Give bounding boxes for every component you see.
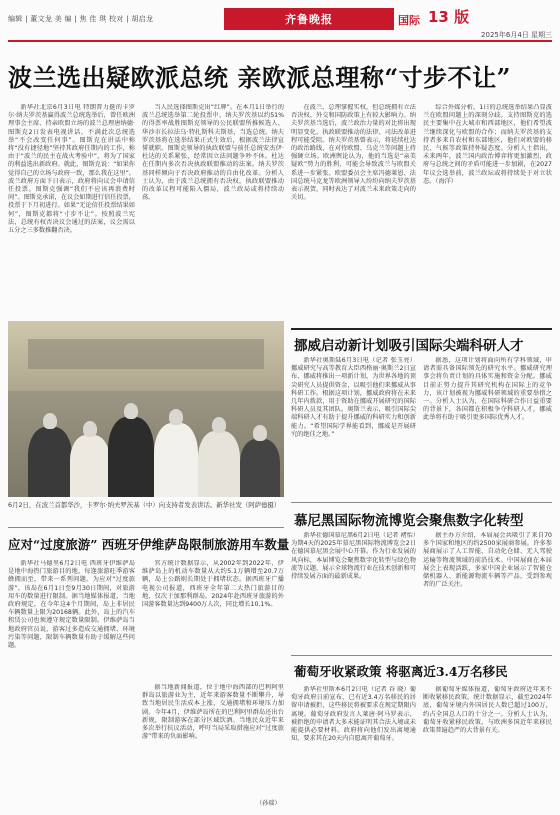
lead-column-4 (423, 104, 552, 322)
article-d-text-2: 据葡萄牙媒体报道，葡萄牙政府近年来不断收紧移民政策。统计数据显示，截至2024年底，葡萄牙境内外国居民人数已超过100万，约占全国总人口的十分之一。分析人士认为，葡萄牙收紧移民政策，与欧洲多国近年来移民政策普遍趋严的大背景有关。 (423, 686, 552, 735)
photo-caption: 6月2日，在波兰首都华沙，卡罗尔·纳夫罗茨基（中）向支持者发表讲话。新华社发（阿萨德摄） (8, 501, 281, 509)
page-number: 13 版 (428, 8, 470, 26)
article-b-text-1: 新华社德国慕尼黑6月2日电（记者 褚怡）为期4天的2025年慕尼黑国际物流博览会2日在德国慕尼黑会展中心开幕。作为行业发展的风向标，本届博览会聚焦数字化转型与绿色物流等议题，展示全球物流行业在技术创新和可持续发展方面的最新成果。 (291, 532, 416, 581)
photo-banner (28, 339, 264, 369)
article-a-text-1: 新华社奥斯陆6月3日电（记者 张玉亮）挪威研究与高等教育大臣西格丽·奥斯兰2日宣布，挪威将推出一项新计划，为世界各地的顶尖研究人员提供资金，以吸引他们来挪威从事科研工作。根据这项计划，挪威政府将在未来几年内拨款，用于资助在挪威开展研究的国际科研人员及其团队。奥斯兰表示，吸引国际尖端科研人才有助于提升挪威的科研实力和创新能力。“希望国际学界能看到，挪威是开展研究的绝佳之地。” (291, 357, 416, 438)
header-rule (8, 40, 552, 42)
article-a-column-2 (423, 357, 552, 497)
editor-credits: 编辑 | 董文龙 美 编 | 焦 佳 琪 校对 | 胡启龙 (8, 15, 154, 23)
lead-text-3: 在波兰，总理掌握实权，但总统拥有立法否决权、外交和国防政策上有较大影响力。纳夫罗茨基当选后，波兰政治力量的对比将出现明显变化，执政联盟推动的法律、司法改革进程可能受阻。纳夫罗茨基曾表示，将延续杜达的政治路线，在对待欧盟、乌克兰等问题上持强硬立场。欧洲舆论认为，他的当选是“亲美疑欧”势力的胜利，可能会导致波兰与欧盟关系进一步紧张。欧盟委员会主席冯德莱恩、法国总统马克龙等欧洲领导人纷纷向纳夫罗茨基表示祝贺，同时表达了对波兰未来政策走向的关切。 (291, 104, 416, 202)
article-a-text-2: 据悉，这项计划将面向所有学科领域，申请者需具备国际领先的研究水平。挪威研究理事会将负责计划的具体实施和资金分配。挪威目前正努力提升其研究机构在国际上的竞争力，该计划被视为挪威科研领域的重要举措之一。分析人士认为，在国际科研合作日益重要的背景下，各国都在积极争夺科研人才，挪威此举将有助于吸引更多国际优秀人才。 (423, 357, 552, 422)
article-c-sign: （孙瑞） (256, 800, 281, 807)
divider (291, 655, 552, 656)
divider (291, 328, 552, 330)
article-c-text-1: 新华社马德里6月2日电 西班牙伊维萨岛是地中海热门旅游目的地，每逢旅游旺季游客蜂拥而至，带来一系列问题。为应对“过度旅游”，该岛在6月1日至9月30日期间，对旅游用车的数量进行限制。据当地媒体报道，当地政府规定，在今年这4个月期间，岛上非居民车辆数量上限为20168辆。此外，岛上的汽车租赁公司也须遵守规定数量限制。伊维萨岛当地政府官员说，游客过多造成交通拥堵、环境污染等问题，限制车辆数量有助于缓解这些问题。 (8, 560, 135, 650)
article-d-text-1: 新华社里斯本6月2日电（记者 谷 晓）葡萄牙政府日前宣布，已有近3.4万名移民的居留申请被拒，这些移民将被要求在规定期限内离境。葡萄牙政府发言人莱唐·阿马罗表示，被拒绝的申请者大多未能证明其合法入境或未能提供必要材料。政府将向他们发出离境通知，要求其在20天内自愿离开葡萄牙。 (291, 686, 416, 743)
photo-person (28, 427, 72, 497)
photo-person (198, 431, 240, 497)
masthead (8, 8, 552, 30)
divider (8, 527, 284, 528)
article-b-headline: 慕尼黑国际物流博览会聚焦数字化转型 (294, 513, 524, 529)
article-a-column-1 (291, 357, 416, 497)
article-c-text-2: 官方统计数据显示，从2002年到2022年，伊维萨岛上的机动车数量从大约5.1万辆增至20.7万辆，岛上公路则长期处于拥堵状态。据西班牙广播电视公司报道，西班牙全年第二大热门旅游目的地，仅次于加那利群岛。2024年赴西班牙旅游的外国游客数量达到9400万人次，同比增长10.1%。 (142, 560, 284, 609)
lead-column-2 (142, 104, 284, 316)
issue-date: 2025年6月4日 星期三 (481, 31, 552, 39)
article-d-headline: 葡萄牙收紧政策 将驱离近3.4万名移民 (294, 664, 508, 679)
lead-column-3 (291, 104, 416, 322)
article-d-column-1 (291, 686, 416, 808)
lead-headline: 波兰选出疑欧派总统 亲欧派总理称“寸步不让” (8, 63, 511, 92)
article-c-headline: 应对“过度旅游” 西班牙伊维萨岛限制旅游用车数量 (8, 537, 290, 552)
article-b-column-1 (291, 532, 416, 650)
photo-person (154, 423, 198, 497)
photo-person (108, 417, 154, 497)
article-d-column-2 (423, 686, 552, 808)
section-name: 国际 (398, 14, 420, 27)
newspaper-logo (224, 8, 394, 30)
news-photo (8, 321, 284, 497)
divider (291, 502, 552, 503)
article-b-column-2 (423, 532, 552, 650)
lead-text-1: 新华社北京6月3日电 特朗普力挺的卡罗尔·纳夫罗茨基赢得波兰总统选举后，曾任欧洲理事会主席、持亲欧盟立场的波兰总理唐纳德·图斯克2日发表电视讲话，不满此次总统选举“不会改变任何事”。图斯克在讲话中称将“没有捷径地”坚持其政府任期内的工作，称由于“波兰的民主在战火考验中”，将为了国家的利益选出新政府。就此，图斯克说：“如果你觉得自己的立场与政府一致，那么我在这里”。波兰政府方面下日表示，政府将向议会申请信任投票。图斯克强调“我们不应该再浪费时间”。图斯克承诺，在议会如期进行信任投票，投票于下月初进行。如果“无论信任投票结果如何”，图斯克都将“寸步不让”。按照波兰宪法，总统有权否决议会通过的法案，议会需以五分之三多数推翻否决。 (8, 104, 135, 235)
photo-person (70, 435, 110, 497)
lead-text-4: 综合外媒分析，1日的总统选举结果凸显波兰在欧盟问题上的深刻分歧。支持图斯克的选民主要集中在大城市和西部地区，他们希望波兰继续深化与欧盟的合作；而纳夫罗茨基的支持者多来自农村和东部地区，他们对欧盟的移民、气候等政策持怀疑态度。分析人士指出，未来两年，波兰国内政治博弈将更加激烈，政府与总统之间的矛盾可能进一步加剧，在2027年议会选举前，波兰政坛或将持续处于对立状态。（海洋） (423, 104, 552, 185)
lead-text-2: 当人民选择图斯克出“红牌”。在本月1日举行的波兰总统选举第二轮投票中，纳夫罗茨基以约51%的得票率战胜图斯克领导的公民联盟所推候选人、华沙市长拉法乌·特扎斯科夫斯基，当选总统。纳夫罗茨基将在选举结果正式生效后，根据波兰法律宣誓就职。图斯克领导的执政联盟与前任总统安杰伊·杜达的关系紧张，经常因立法问题争吵不休。杜达在任期内多次否决执政联盟推动的法案。纳夫罗茨基同样倾向于否决政府推动的自由化改革。分析人士认为，由于波兰总统拥有否决权，执政联盟推动的改革议程可能陷入僵局，波兰政局或将持续动荡。 (142, 104, 284, 202)
logo-text: 齐鲁晚报 (285, 13, 333, 26)
article-c-text-3: 据当地新闻报道，位于地中海西部的巴利阿里群岛以旅游业为主，近年来游客数量不断攀升，导致当地居民生活成本上涨、交通拥堵和环境压力加剧。今年4月，伊维萨岛所在的巴利阿里群岛还出台新规，限制游客在部分区域饮酒。当地民众近年来多次举行抗议活动，呼吁当局采取措施应对“过度旅游”带来的负面影响。 (142, 684, 284, 741)
article-c-column-3 (142, 684, 284, 796)
photo-person (240, 439, 280, 497)
article-c-column-1 (8, 560, 135, 806)
article-b-text-2: 据主办方介绍，本届展会共吸引了来自70多个国家和地区的约2500家展商参展。许多参展商展示了人工智能、自动化仓储、无人驾驶运输等物流领域的前沿技术。中国展商在本届展会上表现活跃，多家中国企业展示了智能仓储机器人、新能源物流车辆等产品，受到参观者的广泛关注。 (423, 532, 552, 589)
article-a-headline: 挪威启动新计划吸引国际尖端科研人才 (294, 338, 524, 354)
lead-column-1 (8, 104, 135, 316)
article-c-column-2 (142, 560, 284, 680)
